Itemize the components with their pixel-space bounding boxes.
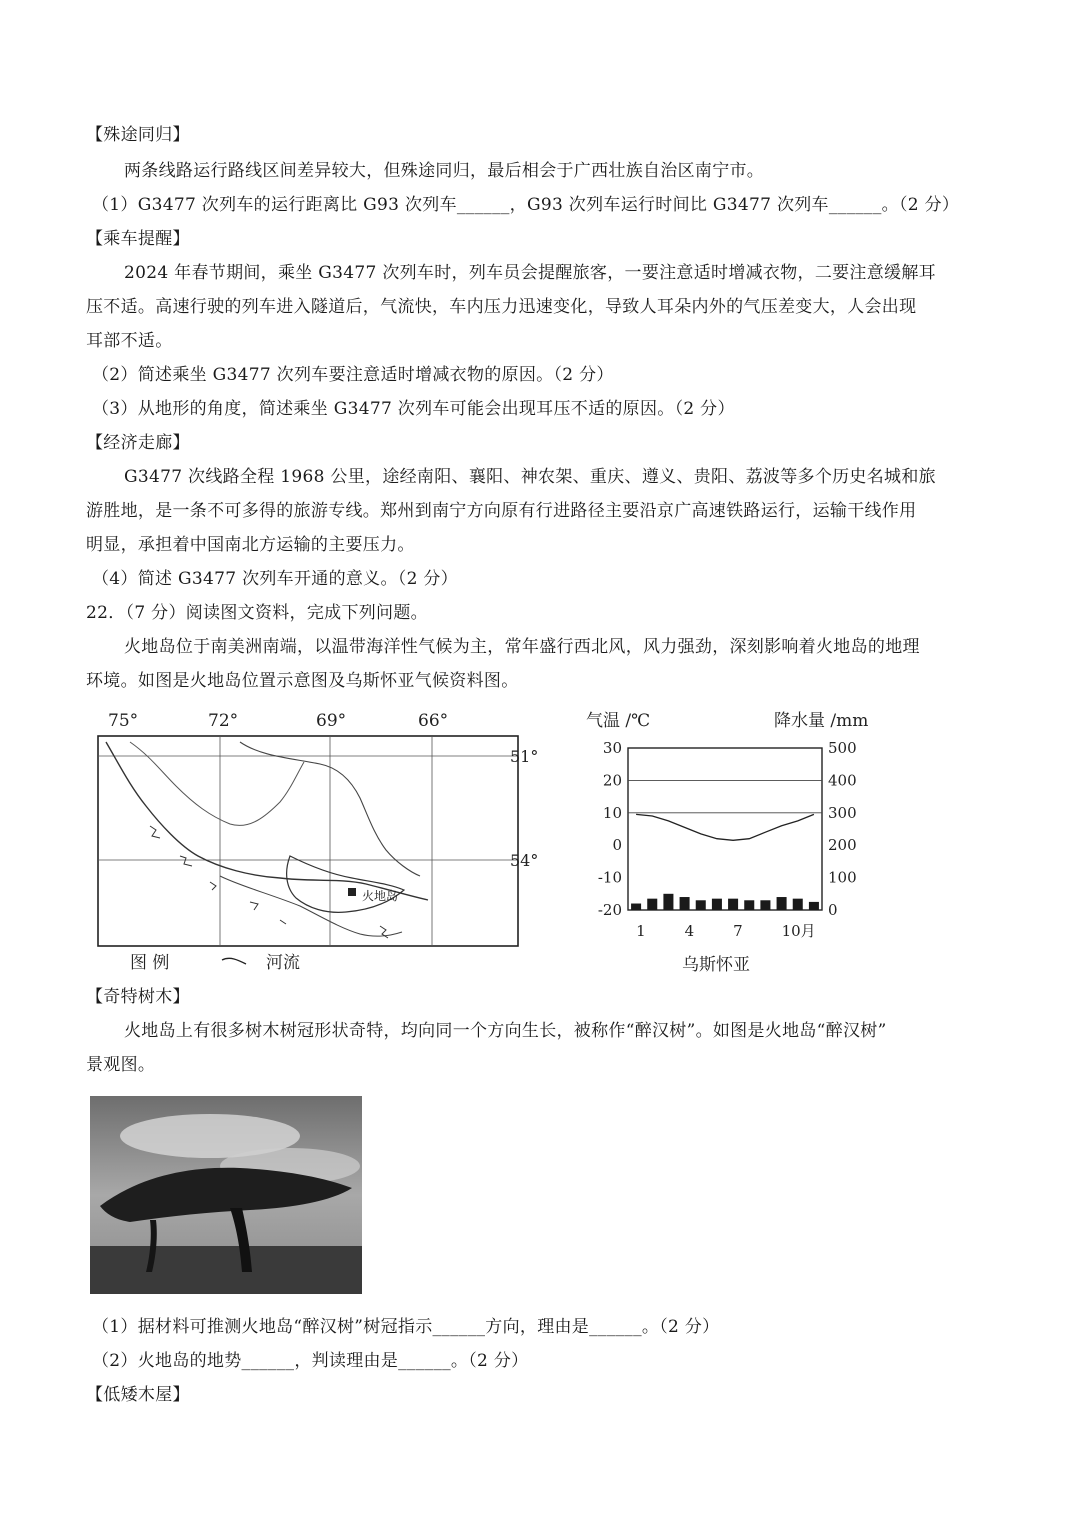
temperature-line: [636, 814, 814, 840]
ylabel-right: 降水量 /mm: [774, 711, 869, 731]
paragraph: G3477 次线路全程 1968 公里，途经南阳、襄阳、神农架、重庆、遵义、贵阳、荔波等多个历史名城和旅: [124, 467, 936, 487]
lat-label: 54°: [510, 851, 539, 870]
paragraph: 游胜地，是一条不可多得的旅游专线。郑州到南宁方向原有行进路径主要沿京广高速铁路运行，运输干线作用: [86, 501, 917, 521]
question-tree-2: （2）火地岛的地势______，判读理由是______。（2 分）: [92, 1351, 529, 1371]
plot-frame: [628, 748, 822, 910]
precip-bar: [809, 902, 819, 910]
lon-label: 69°: [316, 711, 347, 731]
section-title-shutu: 【殊途同归】: [86, 125, 190, 145]
photo-ground: [90, 1246, 362, 1294]
location-map: [90, 706, 560, 978]
drunk-tree-photo: [90, 1096, 362, 1294]
y-tick-right: 100: [828, 868, 857, 887]
section-title-reminder: 【乘车提醒】: [86, 229, 190, 249]
y-tick-left: -20: [597, 901, 622, 919]
x-tick-label: 4: [684, 922, 695, 940]
legend-river: 河流: [266, 953, 300, 973]
precip-bar: [663, 894, 673, 910]
y-tick-right: 200: [828, 836, 857, 855]
climate-chart: [582, 706, 872, 978]
y-tick-right: 0: [828, 901, 838, 919]
lon-label: 72°: [208, 711, 239, 731]
paragraph: 压不适。高速行驶的列车进入隧道后，气流快，车内压力迅速变化，导致人耳朵内外的气压差变大，人会出现: [86, 297, 917, 317]
island-label: 火地岛: [362, 889, 399, 903]
section-title-trees: 【奇特树木】: [86, 987, 190, 1007]
map-frame: [98, 736, 518, 946]
question-1: （1）G3477 次列车的运行距离比 G93 次列车______，G93 次列车运行时间比 G3477 次列车______。（2 分）: [92, 195, 960, 215]
y-tick-left: 0: [612, 836, 622, 855]
ylabel-left: 气温 /℃: [586, 711, 651, 731]
precip-bar: [696, 900, 706, 910]
paragraph: 耳部不适。: [86, 331, 173, 351]
precip-bar: [777, 897, 787, 910]
paragraph: 火地岛位于南美洲南端，以温带海洋性气候为主，常年盛行西北风，风力强劲，深刻影响着火地岛的地理: [124, 637, 920, 657]
coastline: [130, 742, 304, 825]
precip-bar: [712, 899, 722, 910]
question-2: （2）简述乘坐 G3477 次列车要注意适时增减衣物的原因。（2 分）: [92, 365, 614, 385]
x-tick-label: 10月: [781, 922, 816, 940]
island-marker: [348, 888, 356, 896]
y-tick-left: -10: [597, 868, 622, 887]
paragraph: 环境。如图是火地岛位置示意图及乌斯怀亚气候资料图。: [86, 671, 519, 691]
x-tick-label: 1: [636, 922, 646, 940]
precip-bar: [760, 900, 770, 910]
y-tick-right: 500: [828, 739, 857, 757]
river-legend-icon: [222, 958, 246, 964]
precip-bar: [793, 899, 803, 910]
y-tick-right: 400: [828, 771, 857, 790]
paragraph: 火地岛上有很多树木树冠形状奇特，均向同一个方向生长，被称作“醉汉树”。如图是火地岛“醉汉树”: [124, 1021, 887, 1041]
y-tick-right: 300: [828, 803, 857, 822]
precip-bar: [728, 899, 738, 910]
lon-label: 75°: [108, 711, 139, 731]
question-3: （3）从地形的角度，简述乘坐 G3477 次列车可能会出现耳压不适的原因。（2 分）: [92, 399, 735, 419]
lon-label: 66°: [418, 711, 449, 731]
precip-bar: [744, 900, 754, 910]
y-tick-left: 20: [602, 771, 622, 790]
question-tree-1: （1）据材料可推测火地岛“醉汉树”树冠指示______方向，理由是______。（2 分）: [92, 1317, 720, 1337]
paragraph: 两条线路运行路线区间差异较大，但殊途同归，最后相会于广西壮族自治区南宁市。: [124, 161, 765, 181]
lat-label: 51°: [510, 747, 539, 766]
chart-title: 乌斯怀亚: [682, 955, 750, 975]
paragraph: 2024 年春节期间，乘坐 G3477 次列车时，列车员会提醒旅客，一要注意适时增减衣物，二要注意缓解耳: [124, 263, 936, 283]
section-title-corridor: 【经济走廊】: [86, 433, 190, 453]
y-tick-left: 30: [602, 739, 622, 757]
paragraph: 景观图。: [86, 1055, 156, 1075]
precip-bar: [631, 904, 641, 910]
island-outline: [287, 856, 404, 912]
coastline: [106, 742, 428, 900]
precip-bar: [647, 899, 657, 910]
question-22-header: 22．（7 分）阅读图文资料，完成下列问题。: [86, 603, 428, 623]
y-tick-left: 10: [602, 803, 622, 822]
precip-bar: [680, 897, 690, 910]
x-tick-label: 7: [733, 922, 743, 940]
question-4: （4）简述 G3477 次列车开通的意义。（2 分）: [92, 569, 458, 589]
section-title-cabin: 【低矮木屋】: [86, 1385, 190, 1405]
legend-title: 图 例: [130, 953, 170, 973]
paragraph: 明显，承担着中国南北方运输的主要压力。: [86, 535, 415, 555]
